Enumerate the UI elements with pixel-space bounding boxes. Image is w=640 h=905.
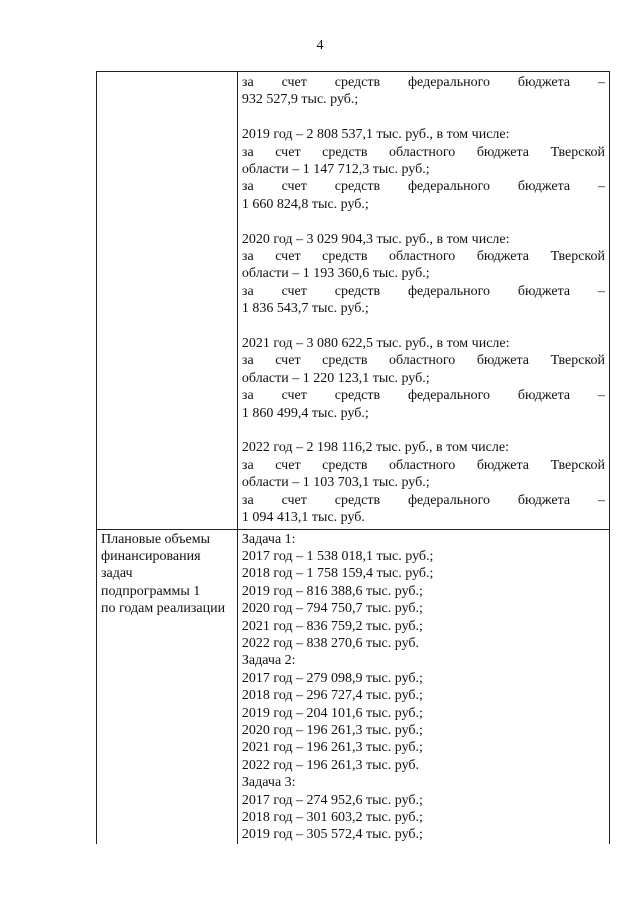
word: средств	[322, 457, 368, 473]
task-block	[242, 652, 605, 774]
word: областного	[389, 144, 456, 160]
word: –	[597, 75, 605, 90]
word: счет	[281, 388, 307, 404]
word: федерального	[407, 388, 490, 404]
federal-source-line	[242, 492, 605, 509]
task-year-line: 2021 год – 196 261,3 тыс. руб.;	[241, 740, 423, 756]
word: средств	[322, 144, 368, 160]
task-title: Задача 3:	[241, 775, 296, 791]
financing-table	[96, 71, 610, 844]
task-block	[242, 531, 605, 653]
word: бюджета	[517, 388, 571, 404]
regional-value: области – 1 220 123,1 тыс. руб.;	[241, 370, 430, 386]
regional-value: области – 1 193 360,6 тыс. руб.;	[241, 266, 430, 282]
word: областного	[389, 353, 456, 369]
word: счет	[281, 179, 307, 195]
row-label-cell	[97, 529, 238, 844]
word: бюджета	[476, 353, 530, 369]
table-row	[97, 529, 610, 844]
budget-block	[242, 335, 605, 422]
budget-breakdown-cell	[237, 72, 609, 530]
task-year-line: 2022 год – 838 270,6 тыс. руб.	[241, 635, 420, 651]
federal-value: 1 094 413,1 тыс. руб.	[241, 510, 365, 526]
word: за	[241, 75, 254, 90]
budget-block	[242, 74, 605, 109]
word: –	[597, 492, 605, 508]
row-label-line: подпрограммы 1	[101, 583, 201, 599]
budget-block	[242, 439, 605, 526]
task-block	[242, 774, 605, 844]
federal-source-line	[242, 178, 605, 195]
word: за	[241, 283, 254, 299]
empty-label-cell	[97, 72, 238, 530]
word: за	[241, 388, 254, 404]
word: областного	[389, 249, 456, 265]
task-year-line: 2017 год – 279 098,9 тыс. руб.;	[241, 670, 423, 686]
word: за	[241, 179, 254, 195]
row-label-line: Плановые объемы	[101, 531, 211, 547]
word: бюджета	[476, 144, 530, 160]
word: федерального	[407, 179, 490, 195]
word: средств	[334, 492, 381, 508]
word: счет	[275, 457, 301, 473]
word: бюджета	[517, 75, 571, 90]
word: счет	[281, 75, 307, 90]
tasks-cell	[237, 529, 609, 844]
word: средств	[334, 75, 381, 90]
task-title: Задача 1:	[241, 531, 296, 547]
word: Тверской	[550, 353, 605, 369]
word: –	[597, 388, 605, 404]
task-year-line: 2020 год – 794 750,7 тыс. руб.;	[241, 601, 423, 617]
word: бюджета	[517, 283, 571, 299]
task-year-line: 2019 год – 816 388,6 тыс. руб.;	[241, 583, 423, 599]
word: средств	[322, 249, 368, 265]
task-title: Задача 2:	[241, 653, 296, 669]
task-year-line: 2019 год – 305 572,4 тыс. руб.;	[241, 827, 423, 843]
word: средств	[334, 179, 381, 195]
word: средств	[334, 388, 381, 404]
task-year-line: 2017 год – 274 952,6 тыс. руб.;	[241, 792, 423, 808]
federal-source-line	[242, 387, 605, 404]
year-total: 2021 год – 3 080 622,5 тыс. руб., в том числе:	[241, 336, 510, 352]
task-year-line: 2018 год – 301 603,2 тыс. руб.;	[241, 810, 423, 825]
word: областного	[389, 457, 456, 473]
regional-source-line	[242, 457, 605, 474]
federal-source-line	[242, 283, 605, 300]
word: –	[597, 179, 605, 195]
federal-value: 1 660 824,8 тыс. руб.;	[241, 196, 369, 212]
row-label-line: задач	[101, 566, 133, 582]
year-total: 2020 год – 3 029 904,3 тыс. руб., в том числе:	[241, 231, 510, 247]
word: бюджета	[476, 249, 530, 265]
task-year-line: 2017 год – 1 538 018,1 тыс. руб.;	[241, 548, 434, 564]
word: счет	[281, 283, 307, 299]
word: счет	[275, 249, 301, 265]
word: средств	[334, 283, 381, 299]
row-label-line: по годам реализации	[101, 601, 226, 617]
regional-source-line	[242, 352, 605, 369]
task-year-line: 2018 год – 296 727,4 тыс. руб.;	[241, 688, 423, 704]
regional-value: области – 1 103 703,1 тыс. руб.;	[241, 475, 430, 491]
federal-source-line	[242, 74, 605, 91]
word: Тверской	[550, 249, 605, 265]
word: за	[241, 492, 254, 508]
word: федерального	[407, 492, 490, 508]
year-total: 2022 год – 2 198 116,2 тыс. руб., в том числе:	[241, 440, 509, 456]
federal-value: 1 836 543,7 тыс. руб.;	[241, 301, 369, 317]
task-year-line: 2019 год – 204 101,6 тыс. руб.;	[241, 705, 423, 721]
word: счет	[281, 492, 307, 508]
task-year-line: 2022 год – 196 261,3 тыс. руб.	[241, 757, 420, 773]
word: за	[241, 457, 254, 473]
word: –	[597, 283, 605, 299]
regional-source-line	[242, 144, 605, 161]
federal-value: 932 527,9 тыс. руб.;	[241, 92, 359, 108]
word: Тверской	[550, 457, 605, 473]
task-year-line: 2021 год – 836 759,2 тыс. руб.;	[241, 618, 423, 634]
regional-value: области – 1 147 712,3 тыс. руб.;	[241, 162, 430, 178]
word: счет	[275, 144, 301, 160]
task-year-line: 2020 год – 196 261,3 тыс. руб.;	[241, 722, 423, 738]
word: бюджета	[476, 457, 530, 473]
table-row	[97, 72, 610, 530]
page-number: 4	[316, 38, 324, 53]
word: бюджета	[517, 179, 571, 195]
word: за	[241, 353, 254, 369]
row-label-line: финансирования	[101, 548, 201, 564]
budget-block	[242, 126, 605, 213]
word: федерального	[407, 283, 490, 299]
regional-source-line	[242, 248, 605, 265]
word: Тверской	[550, 144, 605, 160]
word: федерального	[407, 75, 490, 90]
word: за	[241, 249, 254, 265]
task-year-line: 2018 год – 1 758 159,4 тыс. руб.;	[241, 566, 434, 582]
word: средств	[322, 353, 368, 369]
word: бюджета	[517, 492, 571, 508]
budget-block	[242, 231, 605, 318]
year-total: 2019 год – 2 808 537,1 тыс. руб., в том числе:	[241, 127, 510, 143]
word: счет	[275, 353, 301, 369]
federal-value: 1 860 499,4 тыс. руб.;	[241, 405, 369, 421]
word: за	[241, 144, 254, 160]
